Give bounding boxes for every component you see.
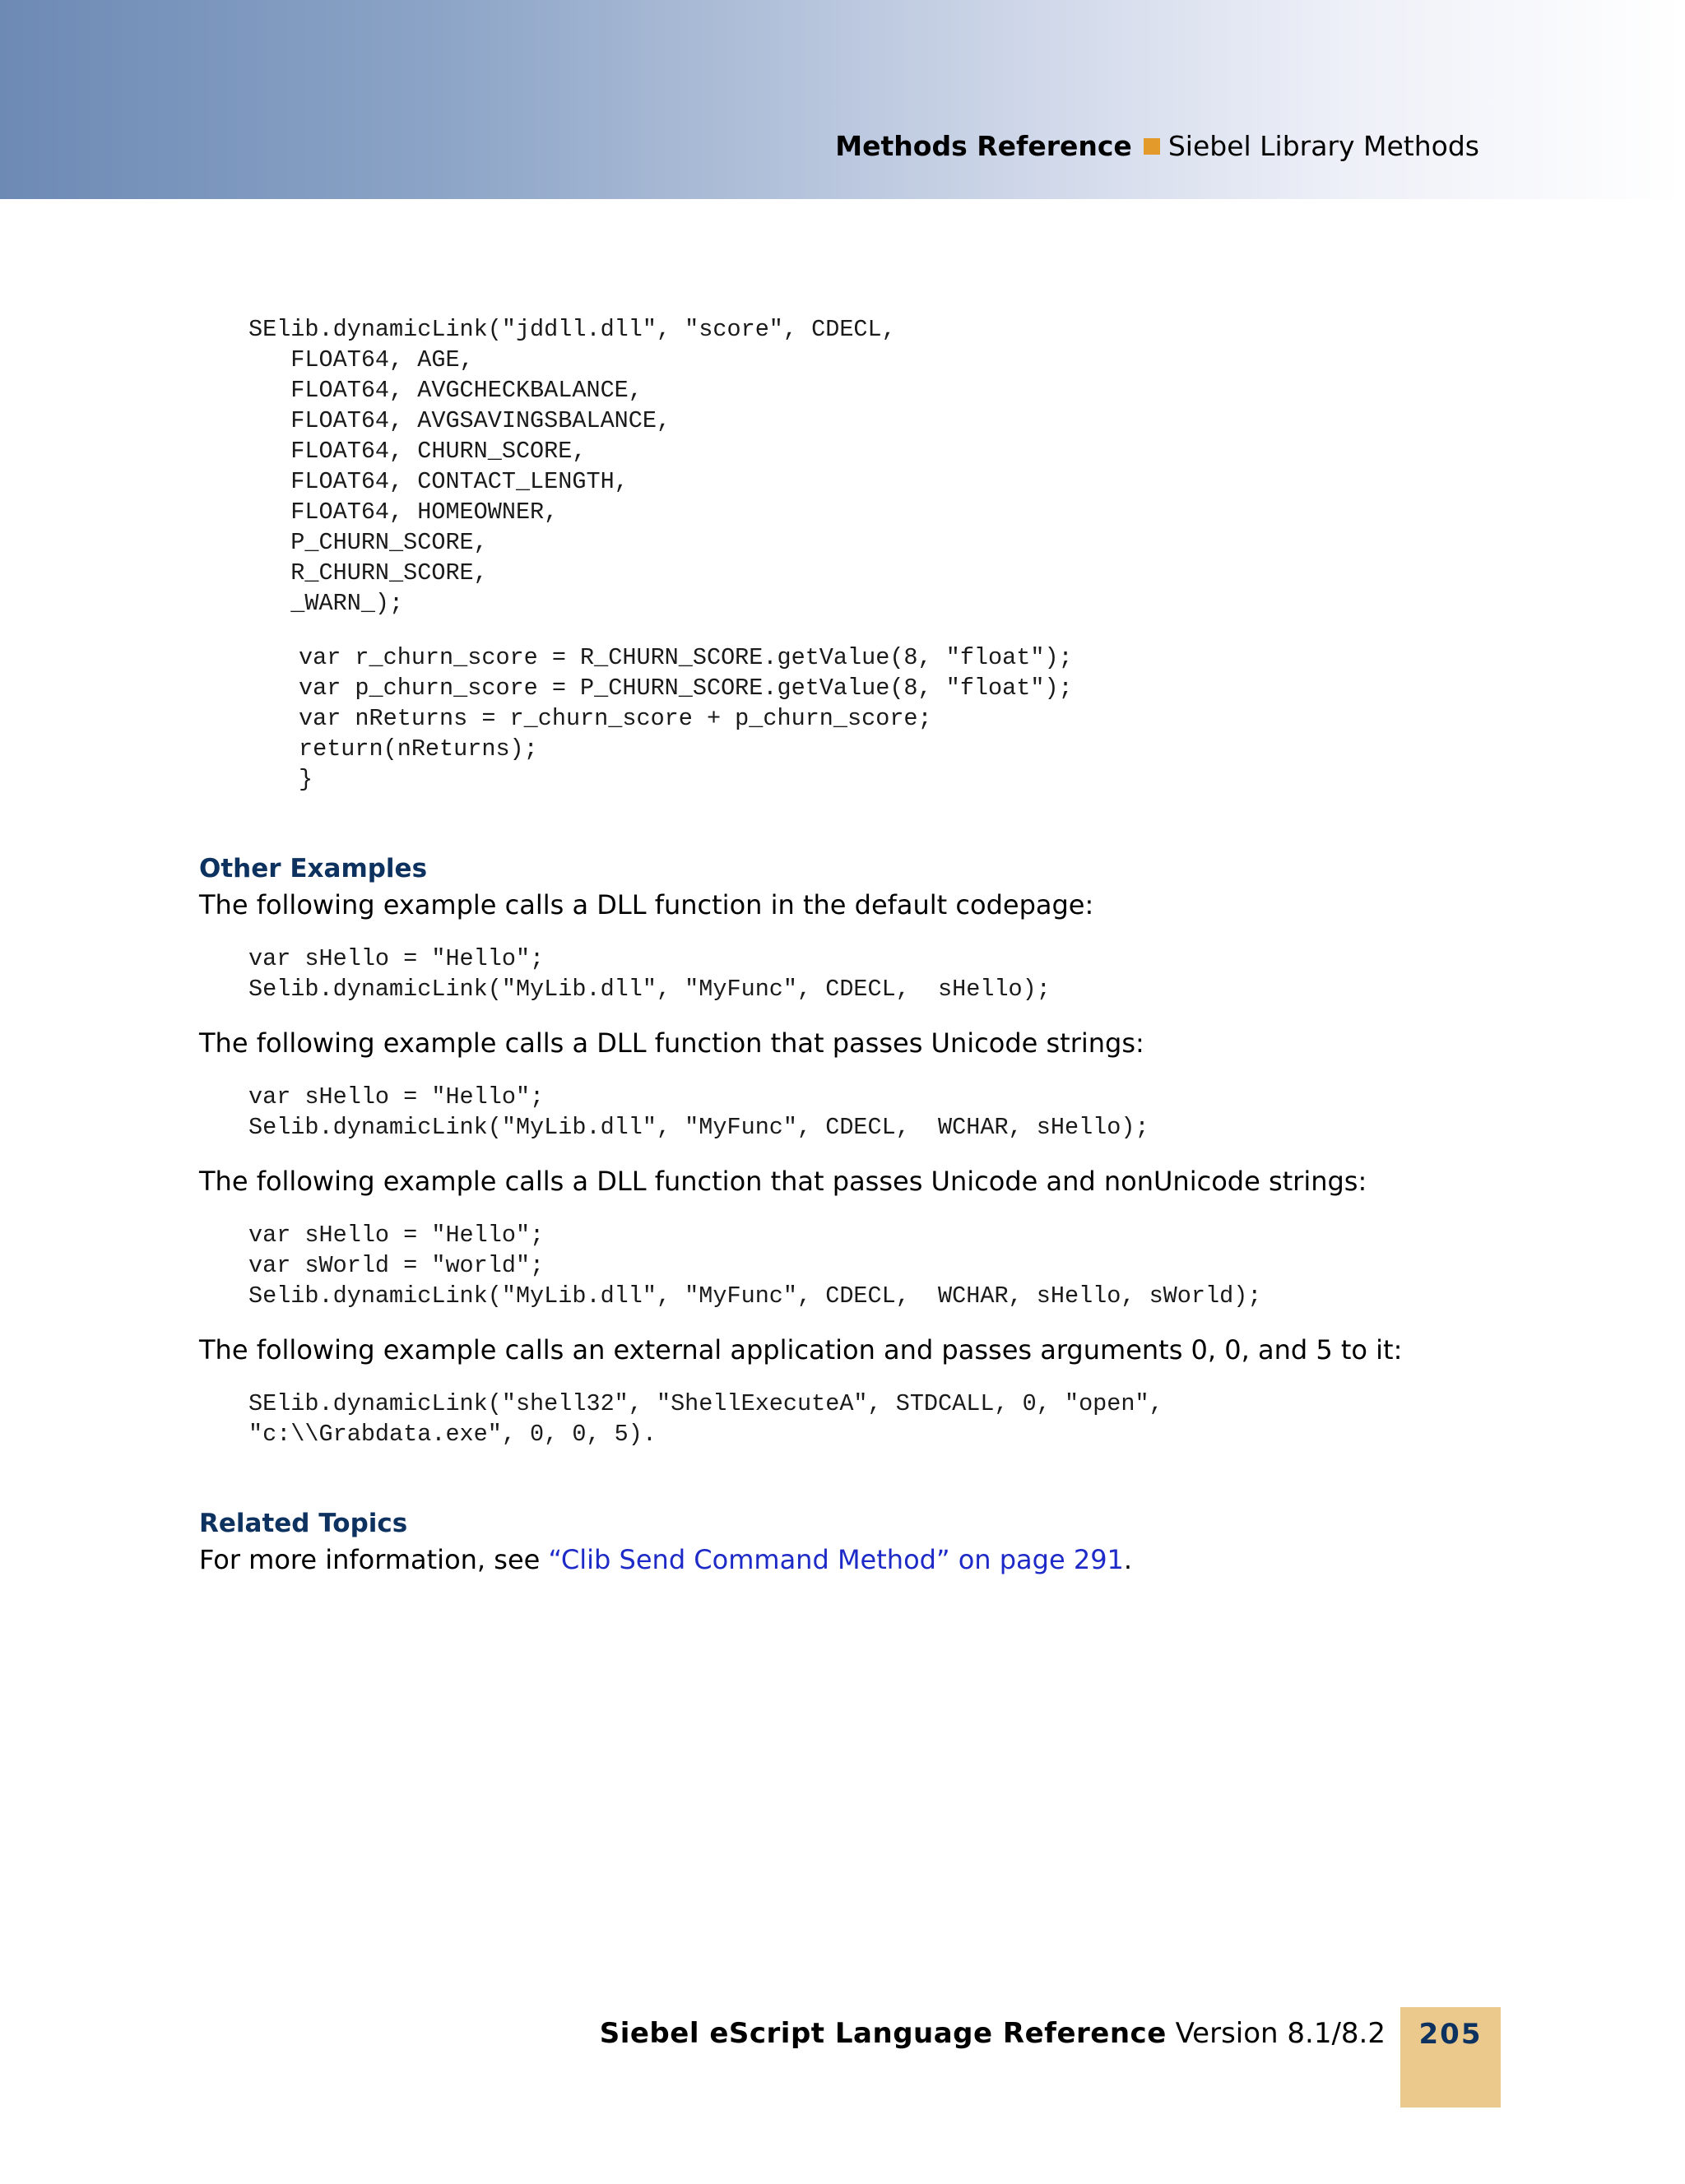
section-title: Siebel Library Methods: [1167, 130, 1479, 162]
code-block-unicode: var sHello = "Hello"; Selib.dynamicLink("MyLib.dll", "MyFunc", CDECL, WCHAR, sHello);: [248, 1083, 1149, 1141]
page-footer: [600, 2013, 1386, 2054]
code-block-unicode-nonunicode: var sHello = "Hello"; var sWorld = "world"; Selib.dynamicLink("MyLib.dll", "MyFunc", CDECL, WCHAR, sHello, sWorld);: [248, 1222, 1262, 1310]
heading-other-examples: Other Examples: [199, 854, 428, 883]
paragraph-unicode-nonunicode: The following example calls a DLL function that passes Unicode and nonUnicode strings:: [199, 1166, 1367, 1197]
book-title: Siebel eScript Language Reference: [599, 2017, 1167, 2050]
page-number-box: [1400, 2007, 1501, 2107]
running-header: [835, 127, 1479, 166]
code-block-external-app: SElib.dynamicLink("shell32", "ShellExecuteA", STDCALL, 0, "open", "c:\\Grabdata.exe", 0, 0, 5).: [248, 1390, 1163, 1448]
code-block-return-values: var r_churn_score = R_CHURN_SCORE.getValue(8, "float"); var p_churn_score = P_CHURN_SCORE.getValue(8, "float"); var nReturns = r_churn_score + p_churn_score; return(nReturns); }: [299, 644, 1073, 793]
page-header-band: [0, 0, 1685, 199]
related-topics-text: For more information, see: [199, 1544, 549, 1575]
paragraph-related-topics: [199, 1542, 1132, 1578]
code-block-dynamic-link: SElib.dynamicLink("jddll.dll", "score", CDECL, FLOAT64, AGE, FLOAT64, AVGCHECKBALANCE, FLOAT64, AVGSAVINGSBALANCE, FLOAT64, CHURN_SCORE, FLOAT64, CONTACT_LENGTH, FLOAT64, HOMEOWNER, P_CHURN_SCORE, R_CHURN_SCORE, _WARN_);: [248, 316, 896, 617]
page-number: 205: [1418, 2018, 1483, 2051]
clib-send-command-link[interactable]: “Clib Send Command Method” on page 291: [548, 1544, 1124, 1575]
paragraph-external-app: The following example calls an external application and passes arguments 0, 0, and 5 to it:: [199, 1334, 1403, 1366]
paragraph-default-codepage: The following example calls a DLL function in the default codepage:: [199, 889, 1094, 920]
book-version: Version 8.1/8.2: [1175, 2017, 1386, 2050]
code-block-default-codepage: var sHello = "Hello"; Selib.dynamicLink("MyLib.dll", "MyFunc", CDECL, sHello);: [248, 945, 1051, 1003]
related-topics-period: .: [1123, 1544, 1133, 1575]
separator-square-icon: [1144, 138, 1160, 155]
paragraph-unicode: The following example calls a DLL function that passes Unicode strings:: [199, 1027, 1144, 1059]
chapter-title: Methods Reference: [835, 130, 1132, 162]
heading-related-topics: Related Topics: [199, 1509, 408, 1538]
